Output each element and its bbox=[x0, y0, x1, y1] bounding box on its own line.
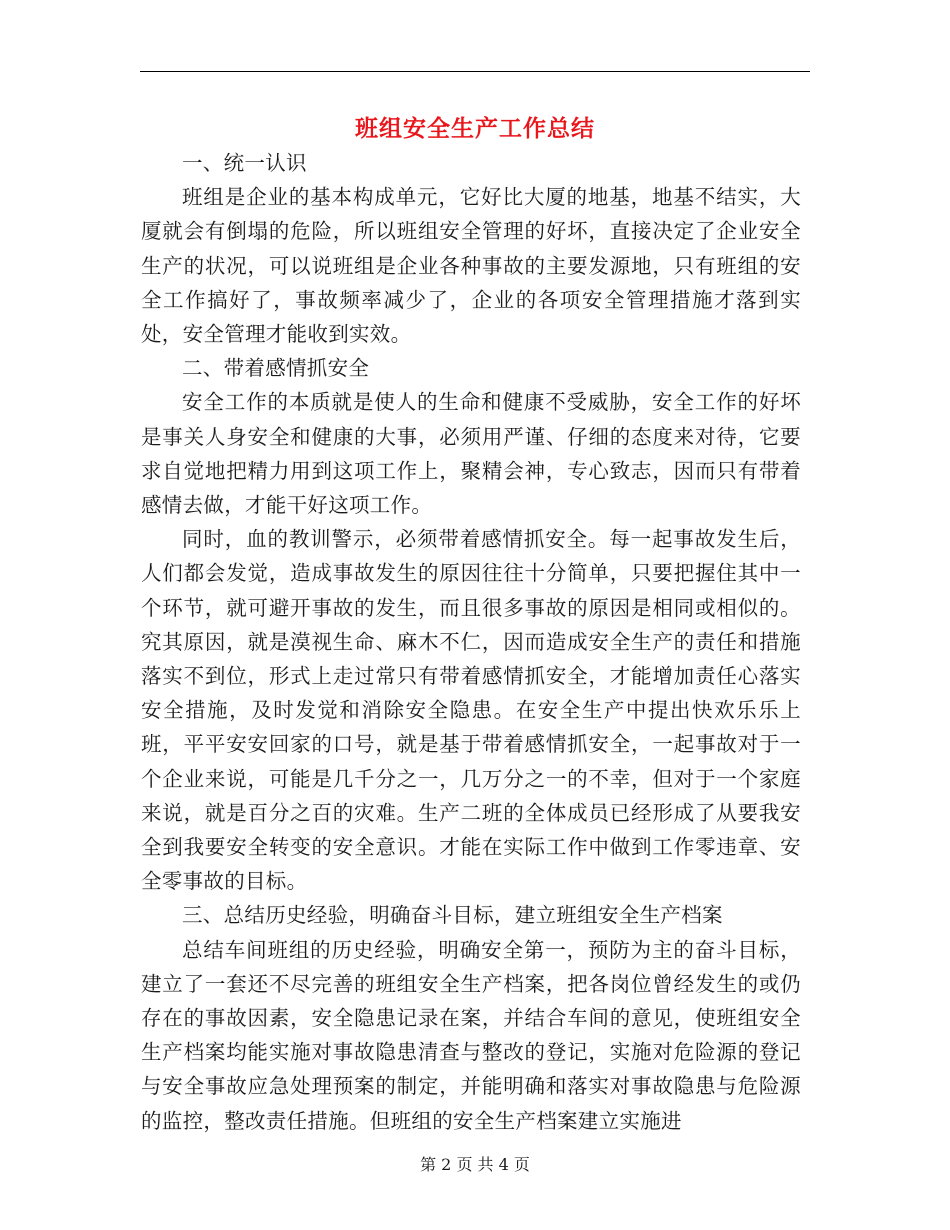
section-heading-1: 一、统一认识 bbox=[182, 151, 307, 175]
section-heading-2: 二、带着感情抓安全 bbox=[182, 356, 370, 381]
document-title: 班组安全生产工作总结 bbox=[355, 116, 595, 142]
paragraph-3: 同时，血的教训警示，必须带着感情抓安全。每一起事故发生后，人们都会发觉，造成事故发生的原因往往十分简单，只要把握住其中一个环节，就可避开事故的发生，而且很多事故的原因是相同或相似的。究其原因，就是漠视生命、麻木不仁，因而造成安全生产的责任和措施落实不到位，形式上走过常只有带着感情抓安全，才能增加责任心落实安全措施，及时发觉和消除安全隐患。在安全生产中提出快欢乐乐上班，平平安安回家的口号，就是基于带着感情抓安全，一起事故对于一个企业来说，可能是几千分之一，几万分之一的不幸，但对于一个家庭来说，就是百分之百的灾难。生产二班的全体成员已经形成了从要我安全到我要安全转变的安全意识。才能在实际工作中做到工作零违章、安全零事故的目标。 bbox=[141, 527, 801, 894]
page-number: 第 2 页 共 4 页 bbox=[420, 1155, 530, 1174]
paragraph-2: 安全工作的本质就是使人的生命和健康不受威胁，安全工作的好坏是事关人身安全和健康的大事，必须用严谨、仔细的态度来对待，它要求自觉地把精力用到这项工作上，聚精会神，专心致志，因而只有带着感情去做，才能干好这项工作。 bbox=[141, 390, 801, 518]
document-body bbox=[141, 146, 801, 1138]
paragraph-1: 班组是企业的基本构成单元，它好比大厦的地基，地基不结实，大厦就会有倒塌的危险，所以班组安全管理的好坏，直接决定了企业安全生产的状况，可以说班组是企业各种事故的主要发源地，只有班组的安全工作搞好了，事故频率减少了，企业的各项安全管理措施才落到实处，安全管理才能收到实效。 bbox=[141, 185, 801, 347]
paragraph-4: 总结车间班组的历史经验，明确安全第一，预防为主的奋斗目标，建立了一套还不尽完善的班组安全生产档案，把各岗位曾经发生的或仍存在的事故因素，安全隐患记录在案，并结合车间的意见，使班组安全生产档案均能实施对事故隐患清查与整改的登记，实施对危险源的登记与安全事故应急处理预案的制定，并能明确和落实对事故隐患与危险源的监控，整改责任措施。但班组的安全生产档案建立实施进 bbox=[141, 937, 801, 1133]
section-heading-3: 三、总结历史经验，明确奋斗目标，建立班组安全生产档案 bbox=[182, 903, 723, 928]
header-rule bbox=[140, 71, 810, 72]
